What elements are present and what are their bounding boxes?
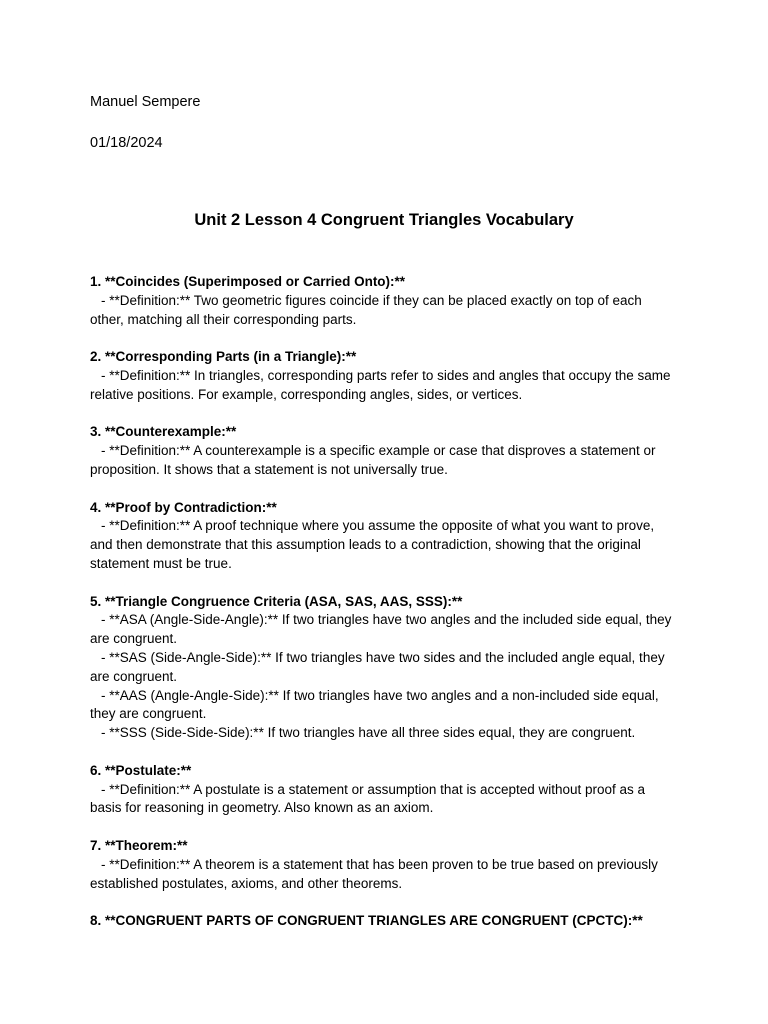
vocab-term: 2. **Corresponding Parts (in a Triangle):**: [90, 349, 357, 365]
vocab-term: 8. **CONGRUENT PARTS OF CONGRUENT TRIANGLES ARE CONGRUENT (CPCTC):**: [90, 913, 643, 929]
vocabulary-list: [90, 273, 675, 950]
vocab-item-congruence-criteria: [90, 593, 675, 743]
vocab-definition-asa: - **ASA (Angle-Side-Angle):** If two triangles have two angles and the included side equal, they are congruent.: [90, 612, 672, 647]
vocab-definition: - **Definition:** A theorem is a statement that has been proven to be true based on previously established postulates, axioms, and other theorems.: [90, 856, 658, 891]
vocab-item-cpctc: [90, 912, 675, 931]
vocab-term: 4. **Proof by Contradiction:**: [90, 499, 277, 515]
vocab-item-theorem: [90, 837, 675, 893]
vocab-item-coincides: [90, 273, 675, 329]
vocab-term: 1. **Coincides (Superimposed or Carried Onto):**: [90, 274, 406, 289]
vocab-definition: - **Definition:** Two geometric figures coincide if they can be placed exactly on top of each other, matching all their corresponding parts.: [90, 292, 642, 327]
vocab-item-proof-by-contradiction: [90, 499, 675, 574]
vocab-item-postulate: [90, 762, 675, 818]
vocab-term: 7. **Theorem:**: [90, 837, 188, 853]
vocab-term: 3. **Counterexample:**: [90, 424, 237, 440]
page-title: Unit 2 Lesson 4 Congruent Triangles Vocabulary: [194, 211, 574, 229]
vocab-item-counterexample: [90, 423, 675, 479]
vocab-definition: - **Definition:** A counterexample is a specific example or case that disproves a statement or proposition. It shows that a statement is not universally true.: [90, 443, 656, 477]
vocab-definition-aas: - **AAS (Angle-Angle-Side):** If two triangles have two angles and a non-included side equal, they are congruent.: [90, 687, 659, 722]
vocab-term: 6. **Postulate:**: [90, 762, 192, 778]
vocab-definition: - **Definition:** A proof technique where you assume the opposite of what you want to prove, and then demonstrate that this assumption leads to a contradiction, showing that the original statement must be true.: [90, 518, 655, 571]
vocab-definition: - **Definition:** In triangles, corresponding parts refer to sides and angles that occupy the same relative positions. For example, corresponding angles, sides, or vertices.: [90, 367, 671, 402]
vocab-definition: - **Definition:** A postulate is a statement or assumption that is accepted without proof as a basis for reasoning in geometry. Also known as an axiom.: [90, 781, 646, 816]
vocab-item-corresponding-parts: [90, 348, 675, 404]
author-name: Manuel Sempere: [90, 94, 201, 110]
vocab-definition-sss: - **SSS (Side-Side-Side):** If two triangles have all three sides equal, they are congruent.: [101, 725, 636, 741]
vocab-definition-sas: - **SAS (Side-Angle-Side):** If two triangles have two sides and the included angle equal, they are congruent.: [90, 649, 665, 684]
vocab-term: 5. **Triangle Congruence Criteria (ASA, SAS, AAS, SSS):**: [90, 593, 463, 609]
document-date: 01/18/2024: [90, 135, 163, 151]
